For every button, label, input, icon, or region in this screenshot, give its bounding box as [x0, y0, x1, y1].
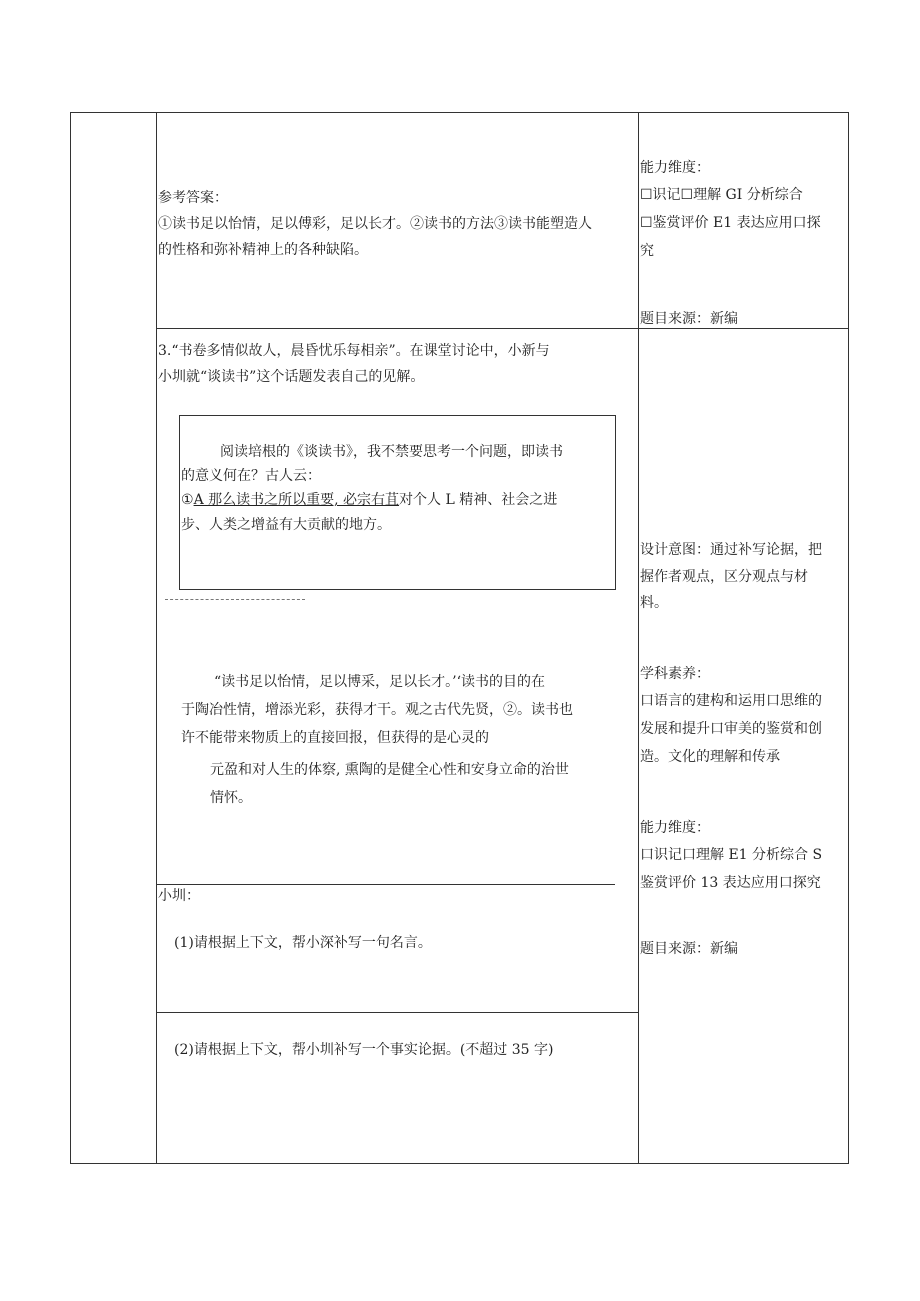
- literacy-line-2: 发展和提升口审美的鉴赏和创: [640, 721, 822, 737]
- ability-label-top: 能力维度：: [640, 160, 710, 176]
- table-top-border: [70, 112, 849, 113]
- ability-line-1-top: ☐识记☐理解 GI 分析综合: [640, 187, 803, 203]
- literacy-label: 学科素养：: [640, 666, 710, 682]
- inner-divider-speaker: [156, 884, 615, 885]
- quote-box-line-3-rest: 对个人 L 精神、社会之进: [399, 492, 558, 508]
- inner-divider-sub2: [156, 1012, 639, 1013]
- literacy-line-3: 造。文化的理解和传承: [640, 749, 780, 765]
- ability-label-bottom: 能力维度：: [640, 820, 710, 836]
- paragraph-line-1: “读书足以怡情，足以博采，足以长才。’‘读书的目的在: [214, 674, 546, 690]
- paragraph-line-4: 元盈和对人生的体察, 熏陶的是健全心性和安身立命的治世: [210, 762, 569, 778]
- row-divider: [156, 328, 849, 329]
- quote-box-line-3-underlined: A 那么读书之所以重要, 必宗右苴: [193, 492, 400, 508]
- column-divider-1: [156, 112, 157, 1164]
- quote-box-line-3-prefix: ①: [181, 492, 194, 508]
- answer-line-2: 的性格和弥补精神上的各种缺陷。: [158, 242, 368, 258]
- sub-question-2: (2)请根据上下文，帮小圳补写一个事实论据。(不超过 35 字): [174, 1042, 554, 1058]
- ability-line-2-top: ☐鉴赏评价 E1 表达应用口探: [640, 215, 821, 231]
- question3-stem-line-1: 3.“书卷多情似故人，晨昏忧乐每相亲”。在课堂讨论中，小新与: [158, 343, 550, 359]
- quote-box-line-4: 步、人类之增益有大贡献的地方。: [181, 517, 391, 533]
- ability-line-3-top: 究: [640, 243, 654, 259]
- column-divider-2: [638, 112, 639, 1164]
- speaker-label: 小圳：: [158, 888, 200, 904]
- design-intent-line-2: 握作者观点，区分观点与材: [640, 569, 808, 585]
- question3-stem-line-2: 小圳就“谈读书”这个话题发表自己的见解。: [158, 369, 425, 385]
- paragraph-line-5: 情怀。: [210, 790, 252, 806]
- sub-question-1: (1)请根据上下文，帮小深补写一句名言。: [174, 935, 432, 951]
- answer-heading: 参考答案：: [158, 190, 228, 206]
- quote-box-line-1: 阅读培根的《谈读书》，我不禁要思考一个问题，即读书: [220, 444, 563, 460]
- source-bottom: 题目来源：新编: [640, 941, 738, 957]
- design-intent-line-3: 料。: [640, 595, 668, 611]
- table-bottom-border: [70, 1163, 849, 1164]
- table-right-border: [848, 112, 849, 1164]
- source-top: 题目来源：新编: [640, 311, 738, 327]
- ability-line-1-bottom: 口识记口理解 E1 分析综合 S: [640, 847, 823, 863]
- quote-box-line-2: 的意义何在？古人云：: [181, 468, 321, 484]
- answer-line-1: ①读书足以怡情，足以傅彩，足以长才。②读书的方法③读书能塑造人: [158, 216, 592, 232]
- dashed-separator: [165, 599, 305, 600]
- paragraph-line-2: 于陶冶性情，增添光彩，获得才干。观之古代先贤，②。读书也: [181, 702, 573, 718]
- literacy-line-1: 口语言的建构和运用口思维的: [640, 693, 822, 709]
- paragraph-line-3: 许不能带来物质上的直接回报，但获得的是心灵的: [181, 730, 489, 746]
- design-intent-line-1: 设计意图：通过补写论据，把: [640, 542, 822, 558]
- quote-box-line-3: [181, 486, 557, 514]
- ability-line-2-bottom: 鉴赏评价 13 表达应用口探究: [640, 875, 821, 891]
- table-left-border: [70, 112, 71, 1164]
